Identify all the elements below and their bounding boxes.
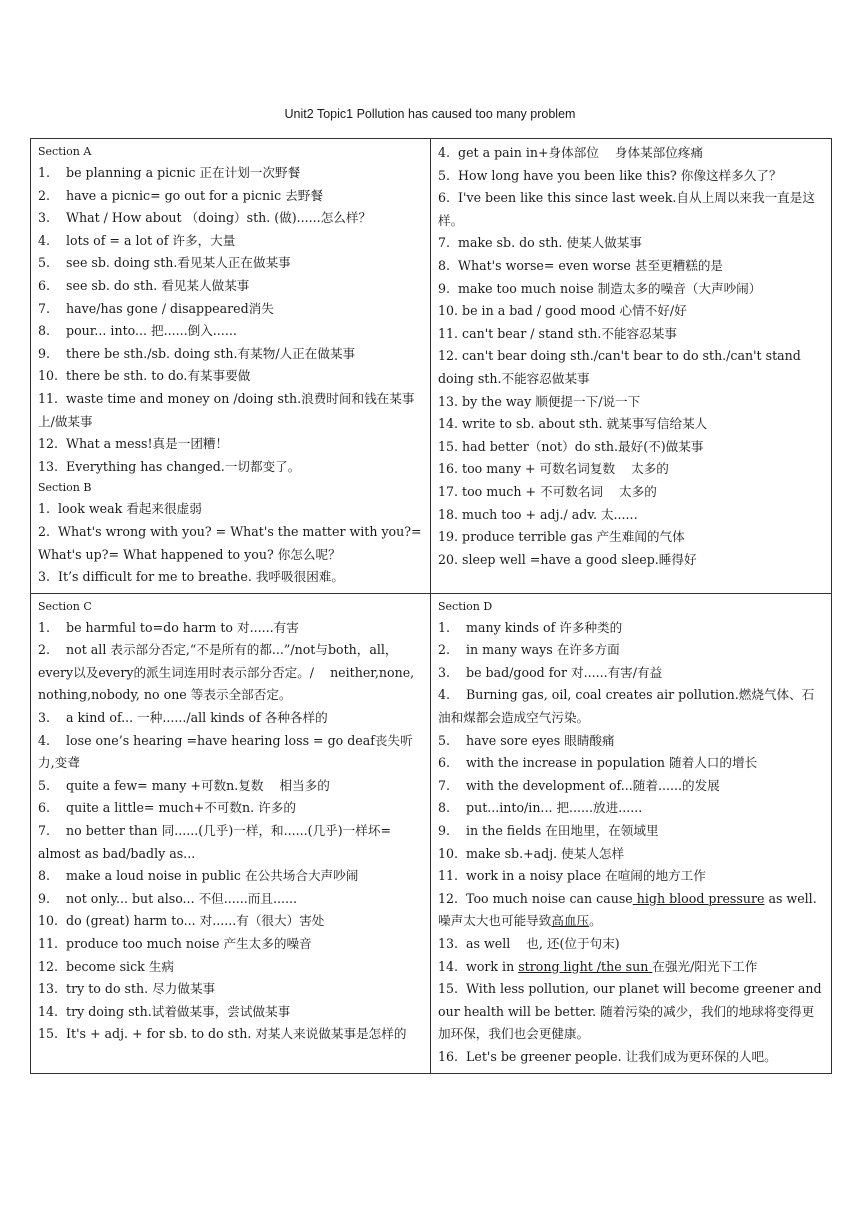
list-item: 8. make a loud noise in public 在公共场合大声吵闹 <box>38 868 359 884</box>
list-item: 10. do (great) harm to... 对......有（很大）害处 <box>38 913 325 929</box>
list-item: 6. see sb. do sth. 看见某人做某事 <box>38 277 250 293</box>
list-item: 17. too much + 不可数名词 太多的 <box>438 483 657 499</box>
cell-section-c <box>31 593 431 1073</box>
item-text: 在强光/阳光下工作 <box>652 958 758 974</box>
section-heading: Section B <box>38 481 92 495</box>
item-text: 12. Too much noise can cause <box>438 890 633 906</box>
list-item: 15. had better（not）do sth.最好(不)做某事 <box>438 438 704 454</box>
list-item: 6. with the increase in population 随着人口的增长 <box>438 755 758 771</box>
list-item: 5. quite a few= many +可数n.复数 相当多的 <box>38 777 330 793</box>
list-item: 5. have sore eyes 眼睛酸痛 <box>438 732 615 748</box>
list-item: 11. work in a noisy place 在喧闹的地方工作 <box>438 868 706 884</box>
list-item: 4. lose one’s hearing =have hearing loss = go deaf丧失听力,变聋 <box>38 732 413 771</box>
list-item: 9. there be sth./sb. doing sth.有某物/人正在做某事 <box>38 345 356 361</box>
list-item: 9. make too much noise 制造太多的噪音（大声吵闹） <box>438 280 762 296</box>
list-item: 6. quite a little= much+不可数n. 许多的 <box>38 800 296 816</box>
underlined-text: high blood pressure <box>632 890 765 906</box>
list-item: 7. no better than 同......(几乎)一样，和......(几乎)一样坏= almost as bad/badly as... <box>38 823 392 861</box>
list-item: 3. It’s difficult for me to breathe. 我呼吸很困难。 <box>38 569 344 585</box>
list-item: 12. can't bear doing sth./can't bear to do sth./can't stand doing sth.不能容忍做某事 <box>438 348 801 386</box>
cell-section-a-b <box>31 139 431 594</box>
list-item: 4. lots of = a lot of 许多，大量 <box>38 232 236 248</box>
list-item: 2. in many ways 在许多方面 <box>438 642 620 658</box>
list-item: 12. What a mess!真是一团糟！ <box>38 436 229 452</box>
list-item: 3. be bad/good for 对......有害/有益 <box>438 664 663 680</box>
vocabulary-table <box>30 138 832 1074</box>
underlined-text: strong light /the sun <box>518 958 653 974</box>
item-text: 。 <box>589 913 602 929</box>
list-item: 1. many kinds of 许多种类的 <box>438 619 623 635</box>
underlined-text: 高血压 <box>551 913 590 929</box>
list-item: 8. put...into/in... 把......放进...... <box>438 800 643 816</box>
list-item: 11. produce too much noise 产生太多的噪音 <box>38 936 312 951</box>
section-heading: Section C <box>38 599 92 613</box>
list-item: 3. What / How about （doing）sth. (做)......怎么样？ <box>38 210 372 226</box>
list-item: 3. a kind of... 一种....../all kinds of 各种各样的 <box>38 710 328 726</box>
list-item: 10. there be sth. to do.有某事要做 <box>38 368 251 384</box>
list-item: 4. get a pain in+身体部位 身体某部位疼痛 <box>438 145 704 160</box>
list-item: 1. be planning a picnic 正在计划一次野餐 <box>38 165 301 180</box>
list-item: 5. see sb. doing sth.看见某人正在做某事 <box>38 255 291 271</box>
list-item: 7. have/has gone / disappeared消失 <box>38 300 274 316</box>
list-item: 12. become sick 生病 <box>38 958 174 974</box>
item-text: 14. work in <box>438 958 519 974</box>
list-item: 9. in the fields 在田地里，在领域里 <box>438 823 659 839</box>
section-heading: Section D <box>438 599 493 613</box>
table-row <box>31 139 832 594</box>
list-item: 13. by the way 顺便提一下/说一下 <box>438 393 641 409</box>
list-item: 4. Burning gas, oil, coal creates air pollution.燃烧气体、石油和煤都会造成空气污染。 <box>438 687 815 726</box>
list-item: 1. look weak 看起来很虚弱 <box>38 501 202 517</box>
list-item: 16. too many + 可数名词复数 太多的 <box>438 461 669 477</box>
list-item: 2. have a picnic= go out for a picnic 去野餐 <box>38 187 323 203</box>
cell-section-b-continued <box>431 139 832 594</box>
list-item: 15. It's + adj. + for sb. to do sth. 对某人来说做某事是怎样的 <box>38 1026 407 1042</box>
section-heading: Section A <box>38 145 92 158</box>
list-item: 19. produce terrible gas 产生难闻的气体 <box>438 529 685 545</box>
list-item: 15. With less pollution, our planet will become greener and our health will be better. 随着污染的减少，我们的地球将变得更加环保，我们也会更健康。 <box>438 981 822 1042</box>
list-item: 11. can't bear / stand sth.不能容忍某事 <box>438 325 677 341</box>
list-item <box>438 956 825 979</box>
table-row <box>31 593 832 1073</box>
list-item: 10. be in a bad / good mood 心情不好/好 <box>438 303 687 319</box>
list-item: 8. pour... into... 把......倒入...... <box>38 323 237 339</box>
item-text: as well.噪声太大也可能导致 <box>438 890 817 929</box>
list-item: 10. make sb.+adj. 使某人怎样 <box>438 845 625 861</box>
list-item: 7. make sb. do sth. 使某人做某事 <box>438 235 642 251</box>
list-item: 20. sleep well =have a good sleep.睡得好 <box>438 551 697 567</box>
list-item: 8. What's worse= even worse 甚至更糟糕的是 <box>438 257 724 273</box>
list-item: 2. not all 表示部分否定,“不是所有的都...”/not与both，all， every以及every的派生词连用时表示部分否定。/ neither,none, nothing,nobody, no one 等表示全部否定。 <box>38 642 415 703</box>
list-item: 13. as well 也, 还(位于句末) <box>438 936 620 951</box>
list-item <box>438 888 825 933</box>
list-item: 7. with the development of...随着......的发展 <box>438 777 720 793</box>
list-item: 13. Everything has changed.一切都变了。 <box>38 458 301 474</box>
list-item: 2. What's wrong with you? = What's the matter with you?= What's up?= What happened to you? 你怎么呢？ <box>38 523 422 562</box>
list-item: 6. I've been like this since last week.自从上周以来我一直是这样。 <box>438 190 815 228</box>
list-item: 9. not only... but also... 不但......而且...... <box>38 890 297 906</box>
list-item: 18. much too + adj./ adv. 太...... <box>438 506 638 522</box>
list-item: 16. Let's be greener people. 让我们成为更环保的人吧。 <box>438 1048 777 1064</box>
list-item: 1. be harmful to=do harm to 对......有害 <box>38 619 299 635</box>
cell-section-d <box>431 593 832 1073</box>
list-item: 14. try doing sth.试着做某事，尝试做某事 <box>38 1003 291 1019</box>
list-item: 11. waste time and money on /doing sth.浪费时间和钱在某事上/做某事 <box>38 390 415 429</box>
list-item: 14. write to sb. about sth. 就某事写信给某人 <box>438 416 708 432</box>
list-item: 13. try to do sth. 尽力做某事 <box>38 981 216 997</box>
list-item: 5. How long have you been like this? 你像这样多久了？ <box>438 167 782 183</box>
page-title: Unit2 Topic1 Pollution has caused too many problem <box>284 107 576 121</box>
